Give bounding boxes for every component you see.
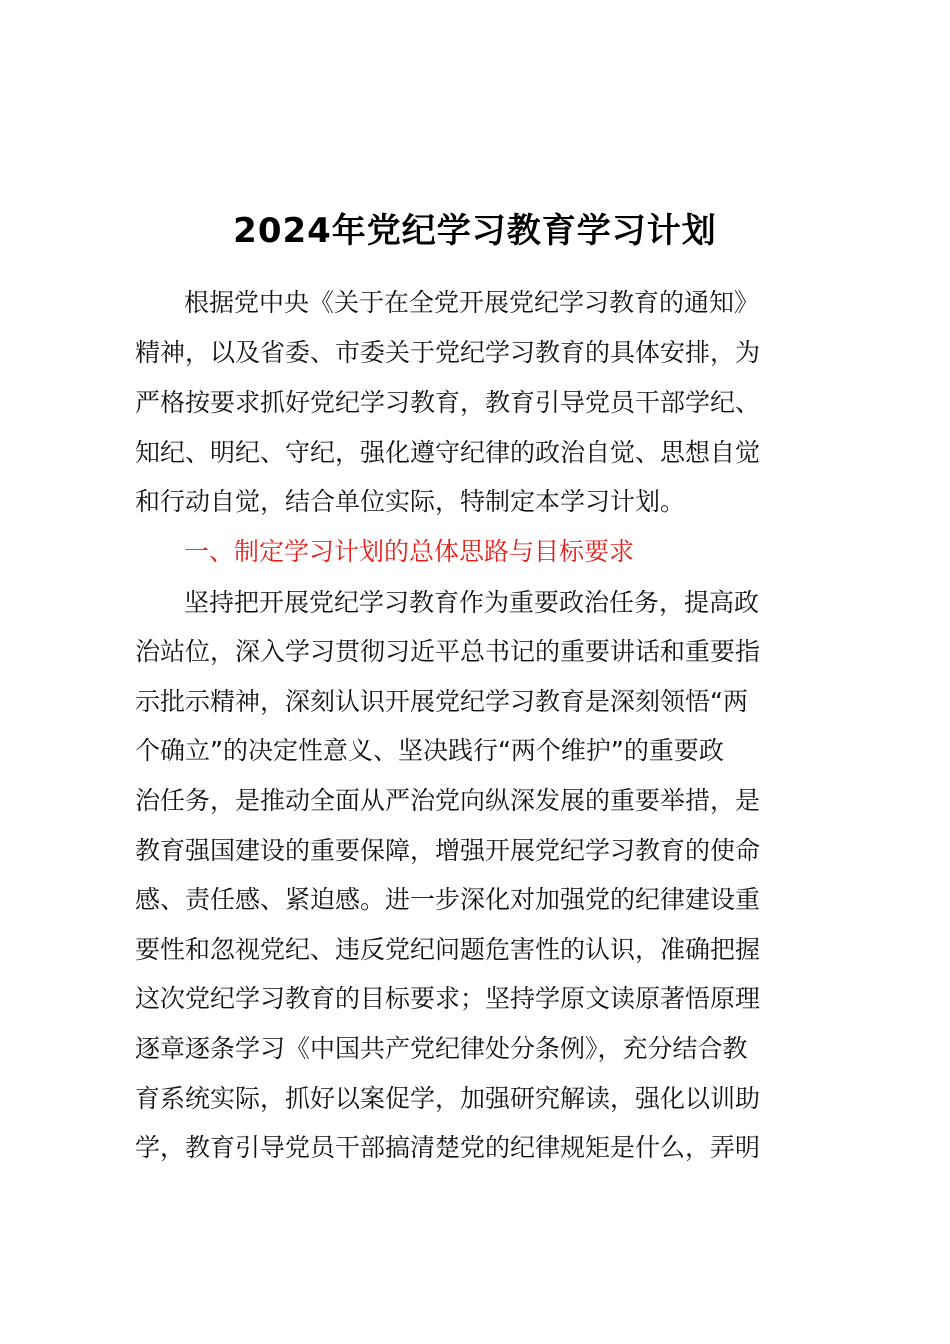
paragraph-line: 逐章逐条学习《中国共产党纪律处分条例》，充分结合教 [135,1034,748,1063]
paragraph-line: 教育强国建设的重要保障，增强开展党纪学习教育的使命 [135,836,761,865]
paragraph-line: 示批示精神，深刻认识开展党纪学习教育是深刻领悟“两 [135,687,748,716]
paragraph-line: 育系统实际，抓好以案促学，加强研究解读，强化以训助 [135,1084,761,1113]
paragraph-line: 严格按要求抓好党纪学习教育，教育引导党员干部学纪、 [135,388,761,417]
section-heading: 一、制定学习计划的总体思路与目标要求 [184,537,635,566]
paragraph-line: 精神，以及省委、市委关于党纪学习教育的具体安排，为 [135,338,761,367]
paragraph-line: 治站位，深入学习贯彻习近平总书记的重要讲话和重要指 [135,637,761,666]
paragraph-line: 坚持把开展党纪学习教育作为重要政治任务，提高政 [184,588,760,617]
paragraph-line: 这次党纪学习教育的目标要求；坚持学原文读原著悟原理 [135,984,761,1013]
paragraph-line: 感、责任感、紧迫感。进一步深化对加强党的纪律建设重 [135,885,761,914]
paragraph-line: 和行动自觉，结合单位实际，特制定本学习计划。 [135,487,686,516]
paragraph-line: 治任务，是推动全面从严治党向纵深发展的重要举措，是 [135,786,761,815]
paragraph-line: 个确立”的决定性意义、坚决践行“两个维护”的重要政 [135,736,724,765]
paragraph-line: 根据党中央《关于在全党开展党纪学习教育的通知》 [184,288,760,317]
paragraph-line: 要性和忽视党纪、违反党纪问题危害性的认识，准确把握 [135,935,761,964]
paragraph-line: 学，教育引导党员干部搞清楚党的纪律规矩是什么，弄明 [135,1133,761,1162]
paragraph-line: 知纪、明纪、守纪，强化遵守纪律的政治自觉、思想自觉 [135,438,761,467]
document-title: 2024年党纪学习教育学习计划 [233,211,717,251]
